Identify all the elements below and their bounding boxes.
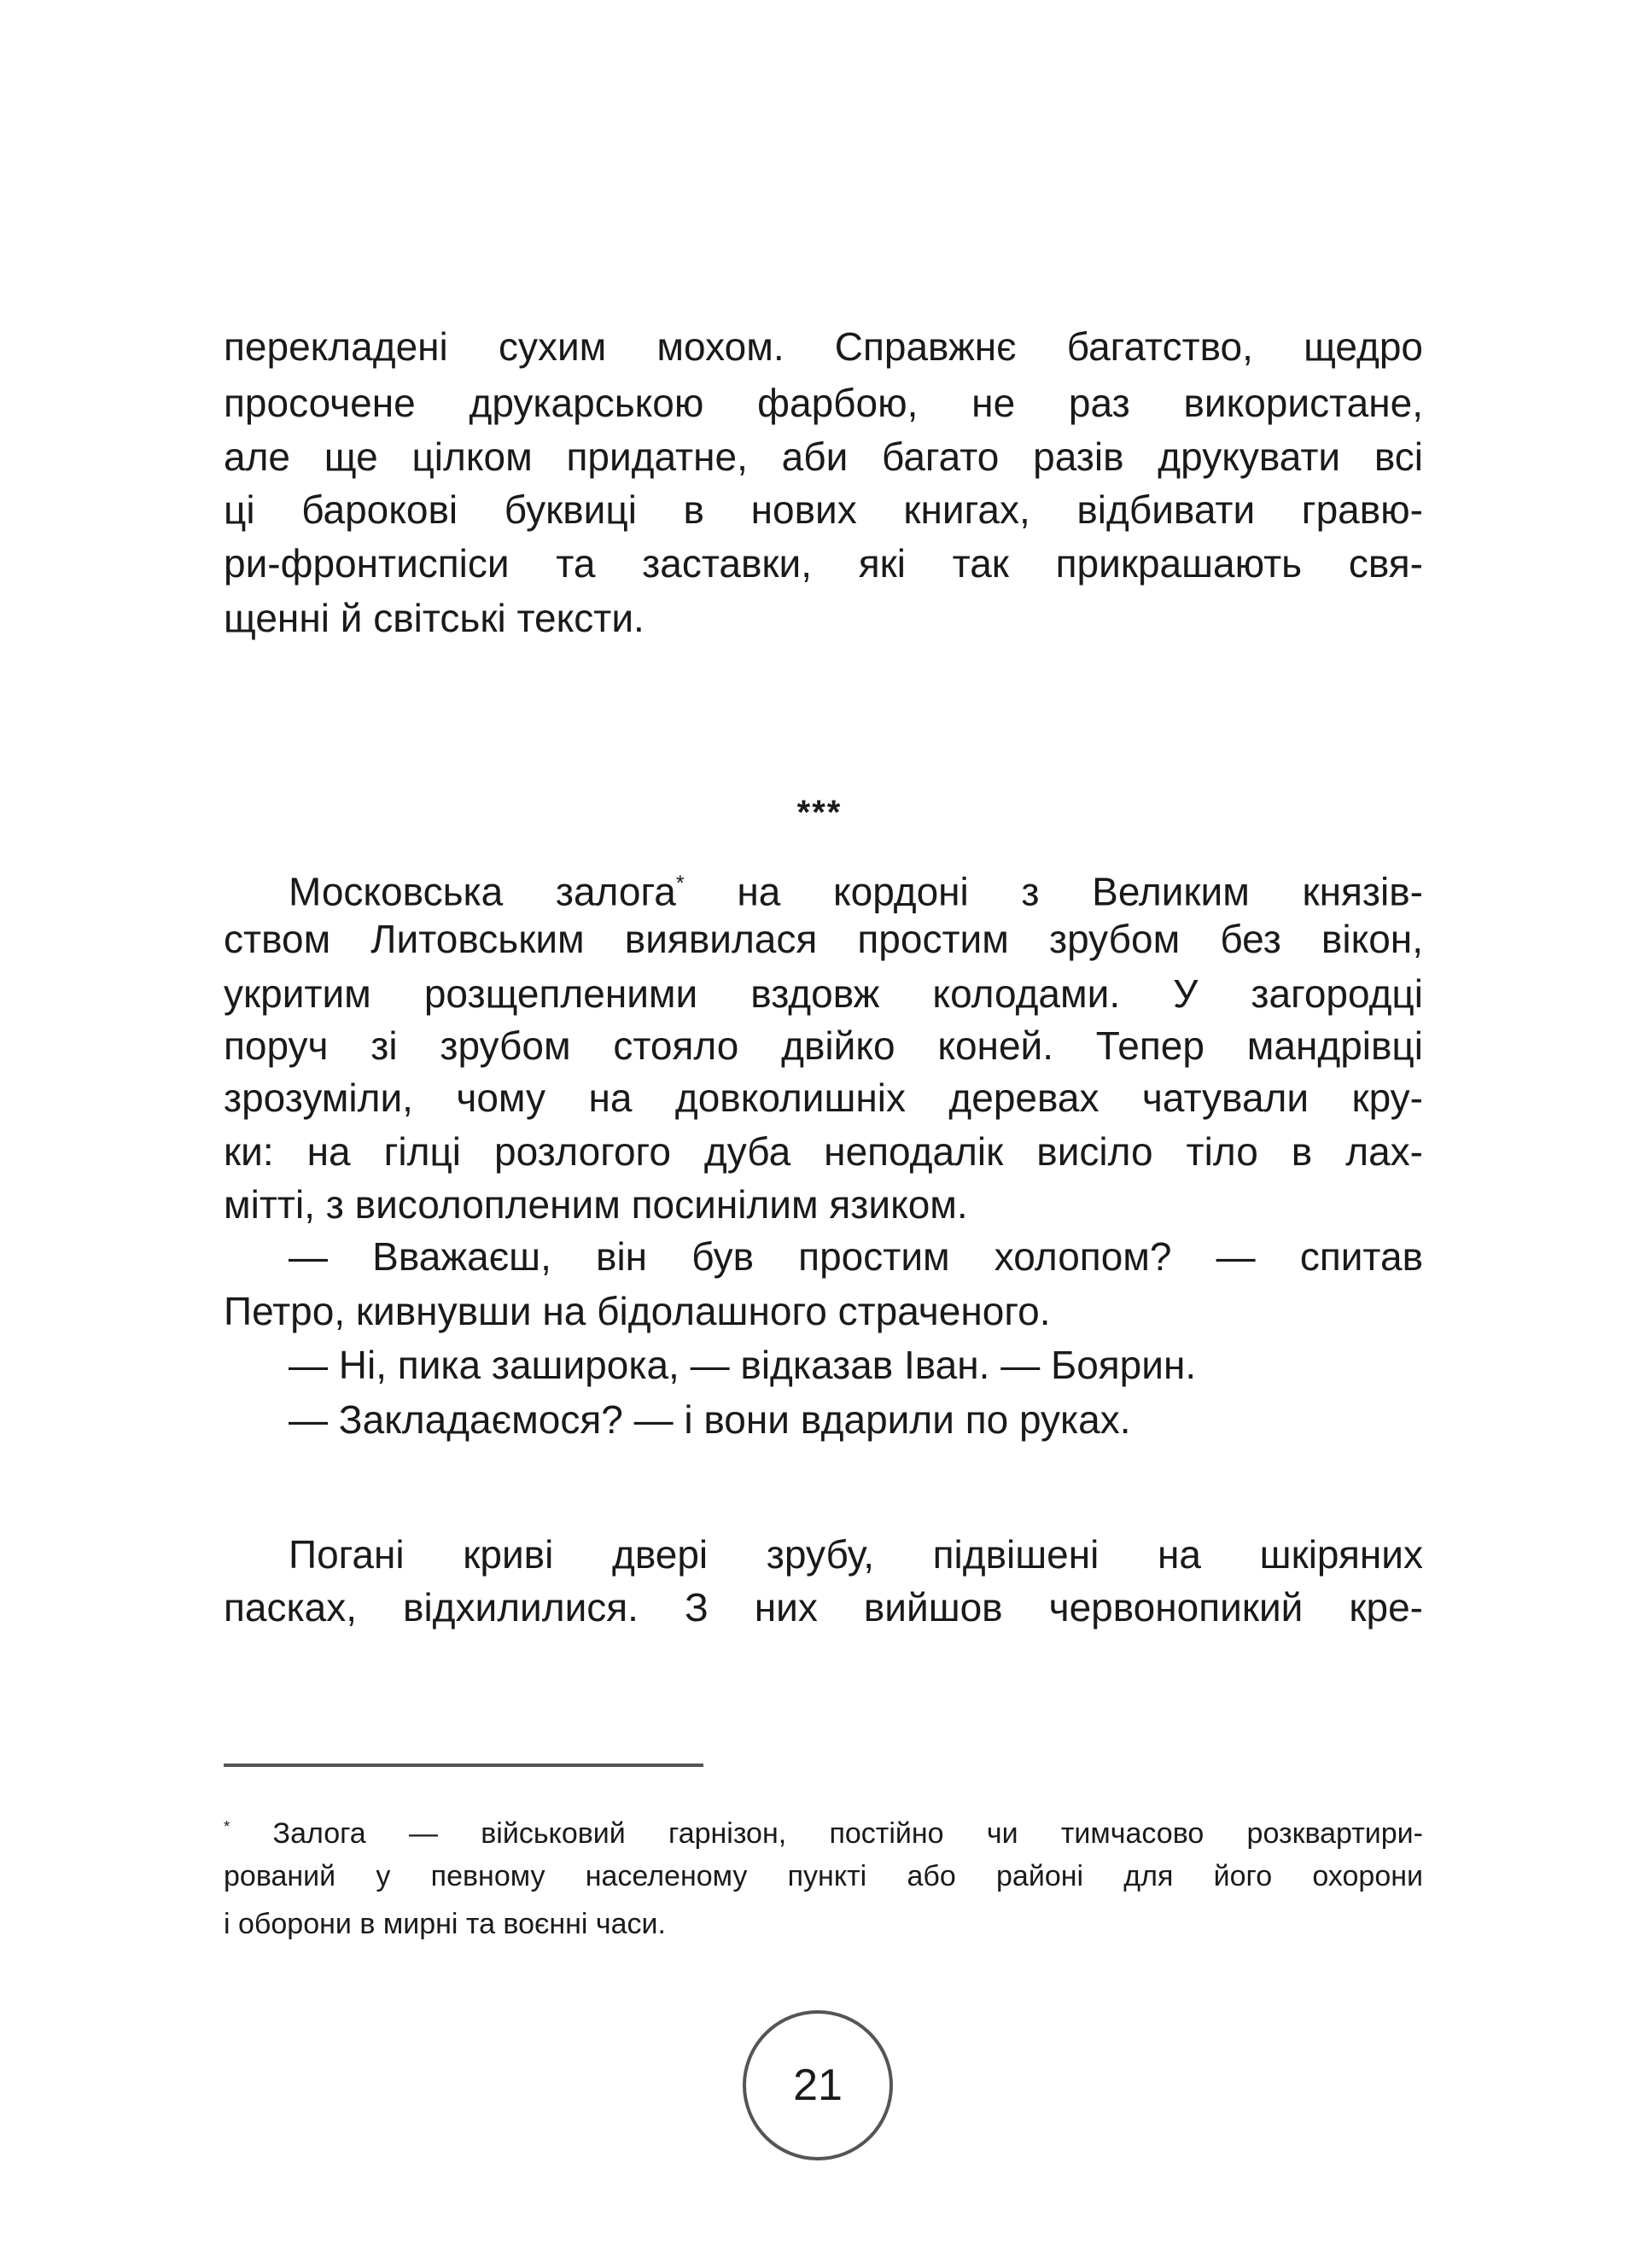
text-line: ки: на гілці розлогого дуба неподалік висіло тіло в лах- <box>224 1129 1423 1174</box>
text-fragment: на кордоні з Великим князів- <box>684 869 1424 914</box>
dialogue-line: Петро, кивнувши на бідолашного страченого. <box>224 1289 1051 1333</box>
page-number-text: 21 <box>793 2061 843 2110</box>
text-line: пасках, відхилилися. З них вийшов червонопикий кре- <box>224 1585 1423 1630</box>
footnote-divider <box>224 1764 703 1767</box>
text-line: але ще цілком придатне, аби багато разів друкувати всі <box>224 434 1423 479</box>
text-line: Погані криві двері зрубу, підвішені на шкіряних <box>289 1532 1423 1577</box>
text-line: укритим розщепленими вздовж колодами. У загородці <box>224 971 1423 1016</box>
text-line: перекладені сухим мохом. Справжнє багатство, щедро <box>224 324 1423 369</box>
footnote-line: рований у певному населеному пункті або районі для його охорони <box>224 1860 1423 1892</box>
text-line: просочене друкарською фарбою, не раз використане, <box>224 381 1423 425</box>
dialogue-line: — Ні, пика заширока, — відказав Іван. — Боярин. <box>289 1343 1197 1387</box>
text-line: щенні й світські тексти. <box>224 596 645 640</box>
footnote-mark: * <box>675 872 685 895</box>
text-line: ці барокові буквиці в нових книгах, відбивати гравю- <box>224 487 1423 532</box>
section-separator: *** <box>796 794 843 831</box>
footnote-line: і оборони в мирні та воєнні часи. <box>224 1908 666 1940</box>
text-line: мітті, з висолопленим посинілим язиком. <box>224 1182 968 1227</box>
text-line: ри-фронтиспіси та заставки, які так прикрашають свя- <box>224 541 1423 586</box>
dialogue-line: — Закладаємося? — і вони вдарили по руках. <box>289 1397 1131 1442</box>
footnote-mark: * <box>224 1817 230 1835</box>
text-line: поруч зі зрубом стояло двійко коней. Тепер мандрівці <box>224 1023 1423 1068</box>
text-line <box>289 858 1423 918</box>
text-fragment: Московська залога <box>289 869 676 914</box>
footnote-text: Залога — військовий гарнізон, постійно чи тимчасово розквартири- <box>230 1817 1423 1851</box>
page-number <box>743 2010 893 2160</box>
text-line: ством Литовським виявилася простим зрубом без вікон, <box>224 917 1423 961</box>
text-line: зрозуміли, чому на довколишніх деревах чатували кру- <box>224 1076 1423 1120</box>
dialogue-line: — Вважаєш, він був простим холопом? — спитав <box>289 1234 1423 1279</box>
footnote-line <box>224 1805 1423 1855</box>
